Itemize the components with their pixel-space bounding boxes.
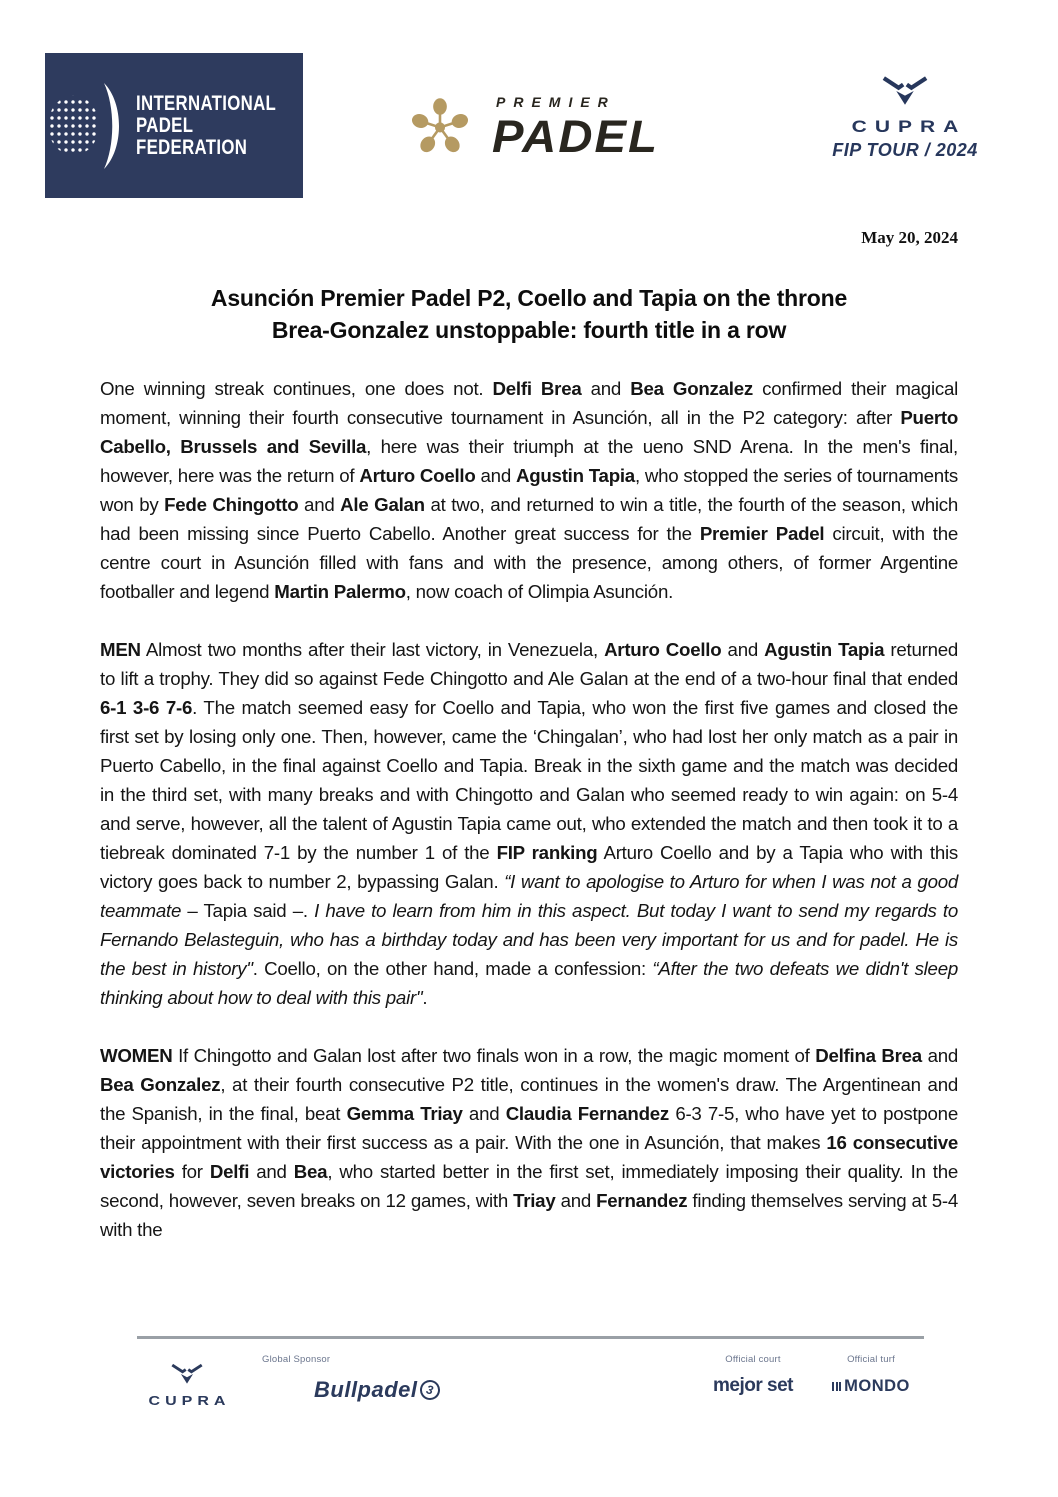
cupra-footer-wordmark: CUPRA — [148, 1394, 231, 1409]
premier-padel-wordmark — [492, 93, 660, 162]
ipf-arrow-icon — [36, 121, 43, 131]
sponsor-label-official-court: Official court — [725, 1354, 781, 1365]
ipf-word-federation: FEDERATION — [136, 135, 248, 159]
article-title-line2: Brea-Gonzalez unstoppable: fourth title in a row — [271, 317, 787, 343]
article-title-line1: Asunción Premier Padel P2, Coello and Tapia on the throne — [210, 285, 848, 311]
sponsor-label-global-sponsor: Global Sponsor — [262, 1354, 331, 1365]
premier-padel-logo — [404, 84, 660, 168]
ipf-wordmark — [136, 93, 276, 159]
premier-padel-flower-icon — [404, 84, 476, 168]
paragraph: MEN Almost two months after their last victory, in Venezuela, Arturo Coello and Agustin Tapia returned to lift a trophy. They did so against Fede Chingotto and Ale Galan at the end of a two-hour final that ended 6-1 3-6 7-6. The match seemed easy for Coello and Tapia, who won the first five games and closed the first set by losing only one. Then, however, came the ‘Chingalan’, who had lost her only match as a pair in Puerto Cabello, in the final against Coello and Tapia. Break in the sixth game and the match was decided in the third set, with many breaks and with Chingotto and Galan who seemed ready to win again: on 5-4 and serve, however, all the talent of Agustin Tapia came out, who extended the match and then took it to a tiebreak dominated 7-1 by the number 1 of the FIP ranking Arturo Coello and by a Tapia who with this victory goes back to number 2, bypassing Galan. “I want to apologise to Arturo for when I was not a good teammate – Tapia said –. I have to learn from him in this aspect. But today I want to send my regards to Fernando Belasteguin, who has a birthday today and has been very important for us and for padel. He is the best in history". Coello, on the other hand, made a confession: “After the two defeats we didn't sleep thinking about how to deal with this pair". — [100, 639, 959, 1008]
sponsor-mondo — [822, 1354, 920, 1396]
padel-word: PADEL — [492, 110, 660, 162]
cupra-fip-tour-logo — [812, 74, 998, 161]
ipf-word-padel: PADEL — [136, 113, 194, 137]
mondo-wordmark — [832, 1377, 910, 1396]
bullpadel-ball-icon: 3 — [418, 1378, 442, 1402]
fip-tour-wordmark: FIP TOUR / 2024 — [832, 140, 978, 160]
paragraph: One winning streak continues, one does not. Delfi Brea and Bea Gonzalez confirmed their magical moment, winning their fourth consecutive tournament in Asunción, all in the P2 category: after Puerto Cabello, Brussels and Sevilla, here was their triumph at the ueno SND Arena. In the men's final, however, here was the return of Arturo Coello and Agustin Tapia, who stopped the series of tournaments won by Fede Chingotto and Ale Galan at two, and returned to win a title, the fourth of the season, which had been missing since Puerto Cabello. Another great success for the Premier Padel circuit, with the centre court in Asunción filled with fans and with the presence, among others, of former Argentine footballer and legend Martin Palermo, now coach of Olimpia Asunción. — [100, 378, 959, 602]
mondo-word: MONDO — [844, 1377, 910, 1395]
bullpadel-wordmark — [314, 1377, 440, 1403]
cupra-bull-icon — [882, 74, 928, 108]
premier-word: PREMIER — [496, 93, 616, 110]
sponsor-bullpadel — [262, 1354, 440, 1403]
cupra-wordmark: CUPRA — [851, 117, 967, 136]
sponsor-label-official-turf: Official turf — [847, 1354, 895, 1365]
footer-divider — [137, 1336, 924, 1339]
cupra-bull-icon — [171, 1362, 203, 1386]
article-body — [100, 374, 958, 1273]
ipf-word-international: INTERNATIONAL — [136, 91, 277, 115]
bullpadel-word: Bullpadel — [314, 1377, 418, 1402]
ipf-crescent-icon — [102, 83, 126, 169]
sponsor-cupra — [133, 1362, 241, 1411]
document-date: May 20, 2024 — [861, 228, 958, 247]
ipf-globe-icon — [36, 83, 126, 169]
paragraph: WOMEN If Chingotto and Galan lost after two finals won in a row, the magic moment of Delfina Brea and Bea Gonzalez, at their fourth consecutive P2 title, continues in the women's draw. The Argentinean and the Spanish, in the final, beat Gemma Triay and Claudia Fernandez 6-3 7-5, who have yet to postpone their appointment with their first success as a pair. With the one in Asunción, that makes 16 consecutive victories for Delfi and Bea, who started better in the first set, immediately imposing their quality. In the second, however, seven breaks on 12 games, with Triay and Fernandez finding themselves serving at 5-4 with the — [100, 1045, 959, 1240]
mejorset-wordmark: mejor set — [713, 1375, 793, 1396]
sponsor-mejorset — [700, 1354, 806, 1397]
article-title — [0, 282, 1058, 346]
mondo-bars-icon — [832, 1382, 841, 1391]
ipf-dots-globe-icon — [46, 95, 100, 157]
ipf-logo — [45, 53, 303, 198]
